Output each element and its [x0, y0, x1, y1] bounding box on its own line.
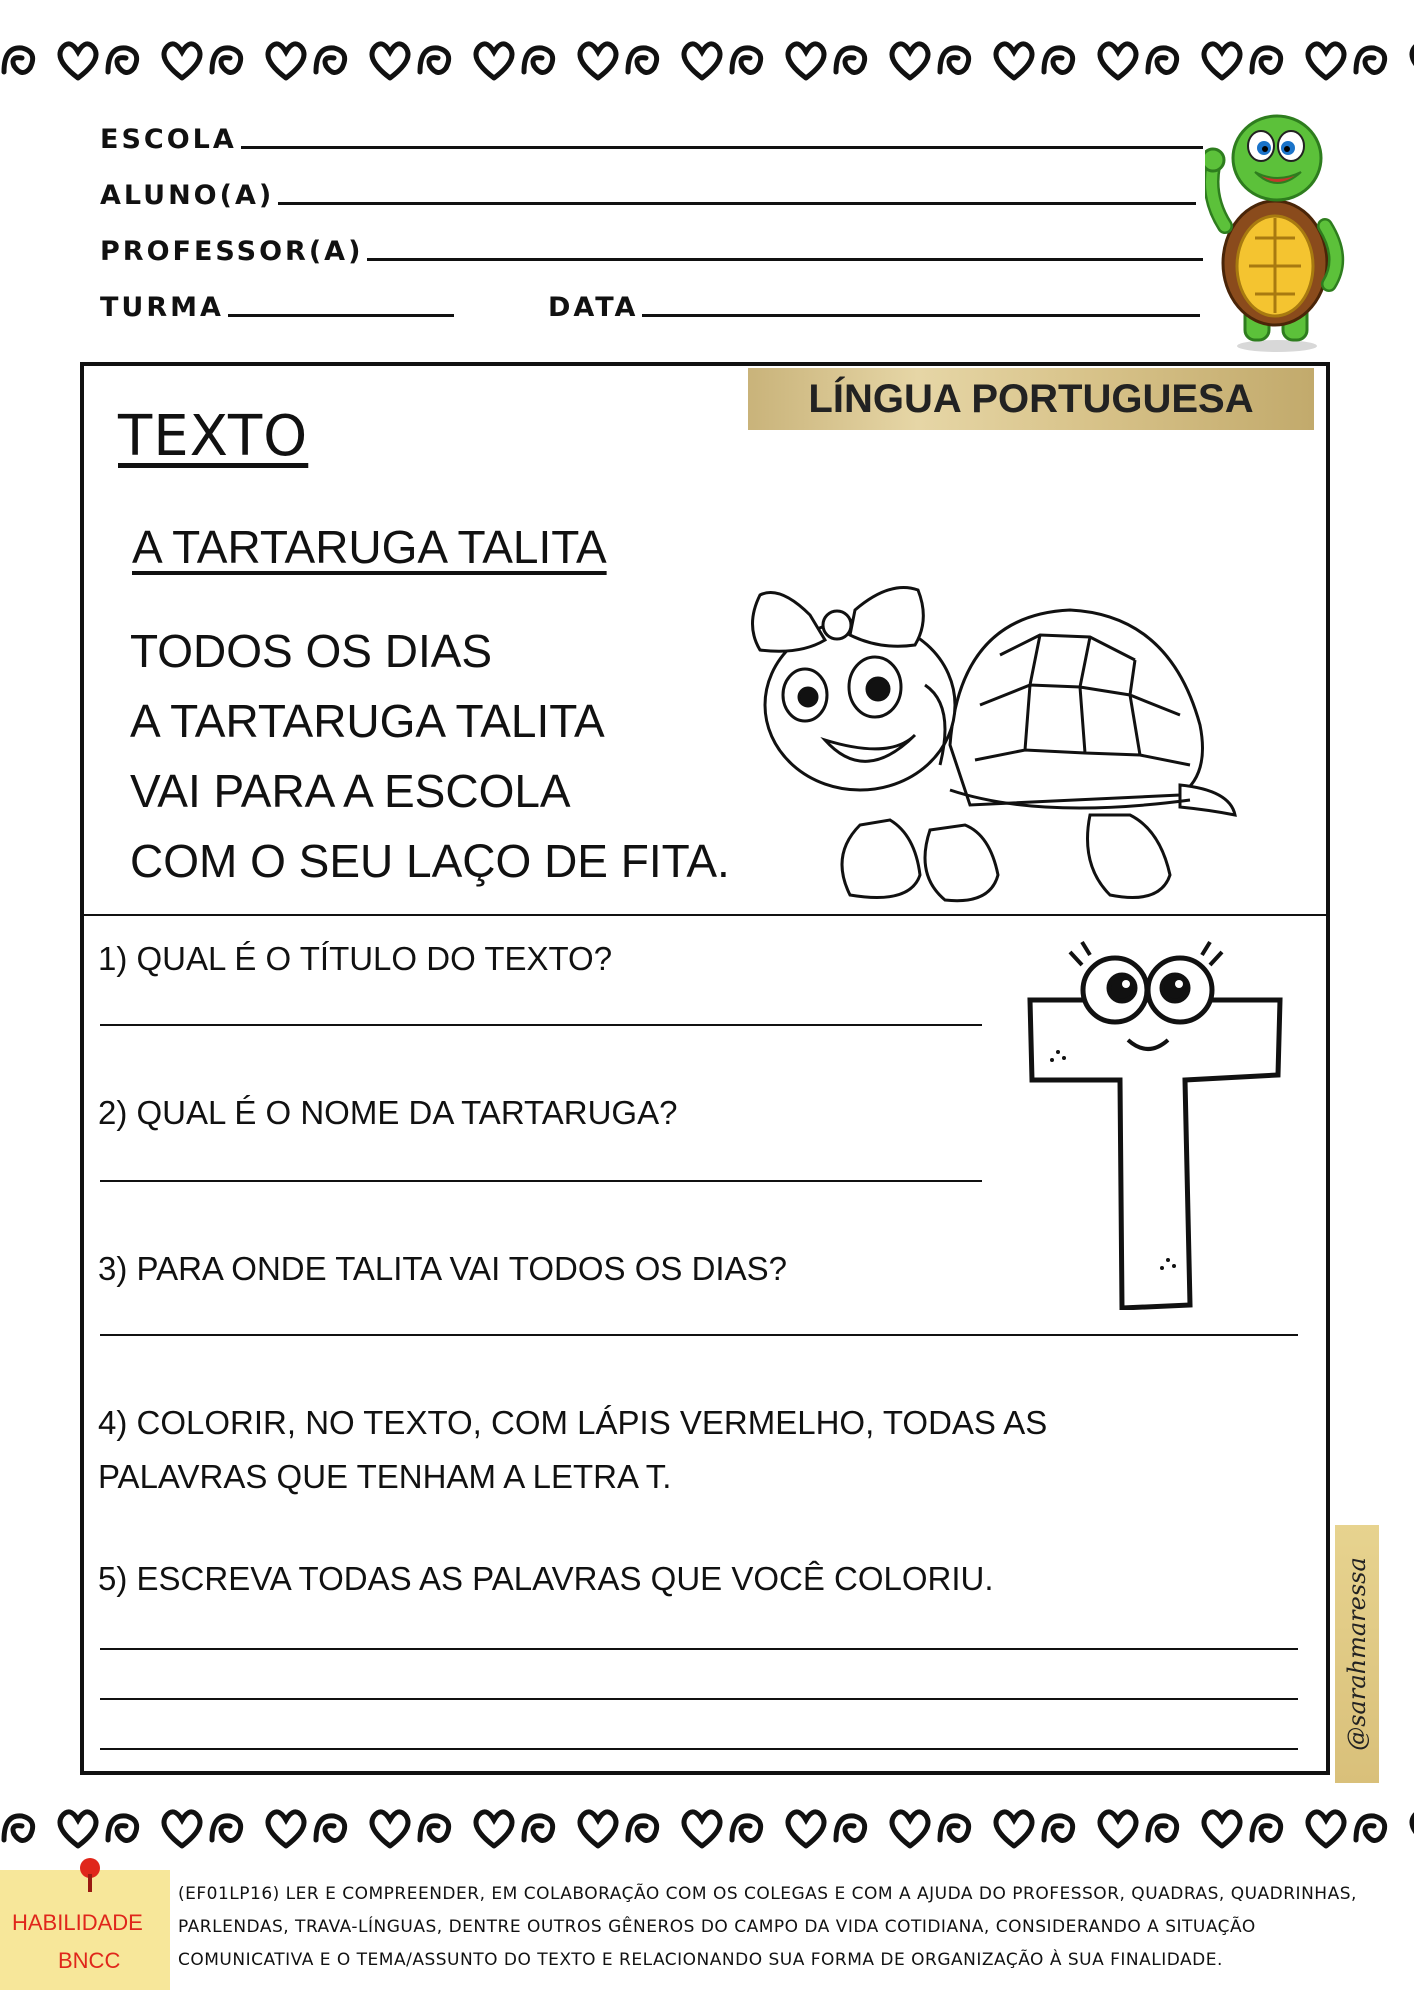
heart-swirl-pattern: [4, 44, 1414, 78]
pushpin-stem: [88, 1874, 92, 1892]
bncc-label-line-2: BNCC: [58, 1948, 121, 1973]
question-3: 3) PARA ONDE TALITA VAI TODOS OS DIAS?: [98, 1250, 787, 1287]
student-input-line[interactable]: [278, 202, 1196, 205]
class-input-line[interactable]: [228, 314, 454, 317]
bncc-text-line-1: (EF01LP16) LER E COMPREENDER, EM COLABORAÇÃO COM OS COLEGAS E COM A AJUDA DO PROFESSOR, QUADRAS, QUADRINHAS,: [178, 1884, 1357, 1904]
teacher-input-line[interactable]: [367, 258, 1203, 261]
question-4-line-2: PALAVRAS QUE TENHAM A LETRA T.: [98, 1458, 672, 1495]
date-input-line[interactable]: [642, 314, 1200, 317]
student-label: ALUNO(A): [100, 180, 275, 211]
section-divider: [84, 914, 1326, 916]
teacher-field: [100, 236, 1203, 267]
story-line-1: TODOS OS DIAS: [130, 625, 493, 677]
bncc-text-line-3: COMUNICATIVA E O TEMA/ASSUNTO DO TEXTO E RELACIONANDO SUA FORMA DE ORGANIZAÇÃO À SUA FINALIDADE.: [178, 1950, 1223, 1970]
turtle-mascot-icon: [1205, 108, 1355, 353]
bottom-heart-border: [0, 1800, 1414, 1860]
section-heading: TEXTO: [118, 404, 309, 469]
author-handle: @sarahmaressa: [1343, 1557, 1371, 1751]
letter-t-mascot-icon: [1010, 940, 1300, 1310]
question-1: 1) QUAL É O TÍTULO DO TEXTO?: [98, 940, 613, 977]
author-tag: [1335, 1525, 1379, 1783]
story-line-4: COM O SEU LAÇO DE FITA.: [130, 835, 730, 887]
school-label: ESCOLA: [100, 124, 237, 155]
teacher-label: PROFESSOR(A): [100, 236, 364, 267]
subject-banner: [748, 368, 1314, 430]
bncc-label-line-1: HABILIDADE: [12, 1910, 143, 1935]
school-field: [100, 124, 1203, 155]
answer-line-5a[interactable]: [100, 1648, 1298, 1650]
date-label: DATA: [548, 292, 639, 323]
question-2: 2) QUAL É O NOME DA TARTARUGA?: [98, 1094, 678, 1131]
top-heart-border: [0, 32, 1414, 92]
class-field: [100, 292, 454, 323]
student-field: [100, 180, 1196, 211]
answer-line-3[interactable]: [100, 1334, 1298, 1336]
subject-label: LÍNGUA PORTUGUESA: [808, 376, 1254, 421]
turtle-coloring-illustration: [740, 575, 1240, 915]
question-4-line-1: 4) COLORIR, NO TEXTO, COM LÁPIS VERMELHO, TODAS AS: [98, 1404, 1048, 1441]
story-line-2: A TARTARUGA TALITA: [130, 695, 605, 747]
date-field: [548, 292, 1200, 323]
bncc-text-line-2: PARLENDAS, TRAVA-LÍNGUAS, DENTRE OUTROS GÊNEROS DO CAMPO DA VIDA COTIDIANA, CONSIDERANDO A SITUAÇÃO: [178, 1917, 1256, 1937]
question-5: 5) ESCREVA TODAS AS PALAVRAS QUE VOCÊ COLORIU.: [98, 1560, 994, 1597]
story-title: A TARTARUGA TALITA: [132, 521, 607, 573]
school-input-line[interactable]: [241, 146, 1203, 149]
answer-line-2[interactable]: [100, 1180, 982, 1182]
answer-line-1[interactable]: [100, 1024, 982, 1026]
class-label: TURMA: [100, 292, 224, 323]
answer-line-5c[interactable]: [100, 1748, 1298, 1750]
answer-line-5b[interactable]: [100, 1698, 1298, 1700]
story-line-3: VAI PARA A ESCOLA: [130, 765, 571, 817]
heart-swirl-pattern: [4, 1812, 1414, 1846]
